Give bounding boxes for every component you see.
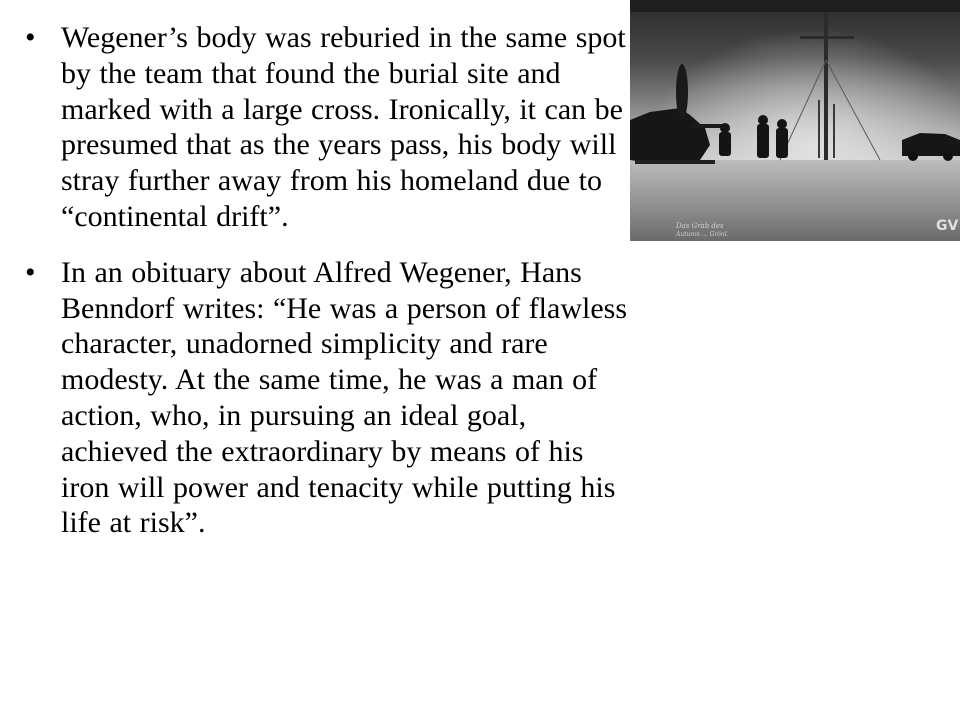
photo-mark: GV [936, 218, 959, 234]
bullet-list [24, 20, 639, 541]
photo-caption: Das Grab des [676, 222, 724, 230]
bullet-marker: • [25, 255, 36, 289]
bullet-text-obituary: In an obituary about Alfred Wegener, Hans Benndorf writes: “He was a person of flawless character, unadorned simplicity and rare modesty. At the same time, he was a man of action, who, in pursuing an ideal goal, achieved the extraordinary by means of his iron will power and tenacity while putting his life at risk”. [61, 255, 627, 540]
bullet-item-obituary [24, 255, 639, 541]
grave-cross-photo [630, 0, 960, 241]
bullet-item-reburial [24, 20, 639, 235]
bullet-marker: • [25, 21, 36, 54]
bullet-text-reburial: Wegener’s body was reburied in the same spot by the team that found the burial site and marked with a large cross. Ironically, it can be presumed that as the years pass, his body will stray further away from his homeland due to “continental drift”. [61, 21, 626, 233]
grave-cross-photo-image [630, 0, 960, 241]
svg-text:Autumn ... Grönl.: Autumn ... Grönl. [676, 231, 729, 238]
